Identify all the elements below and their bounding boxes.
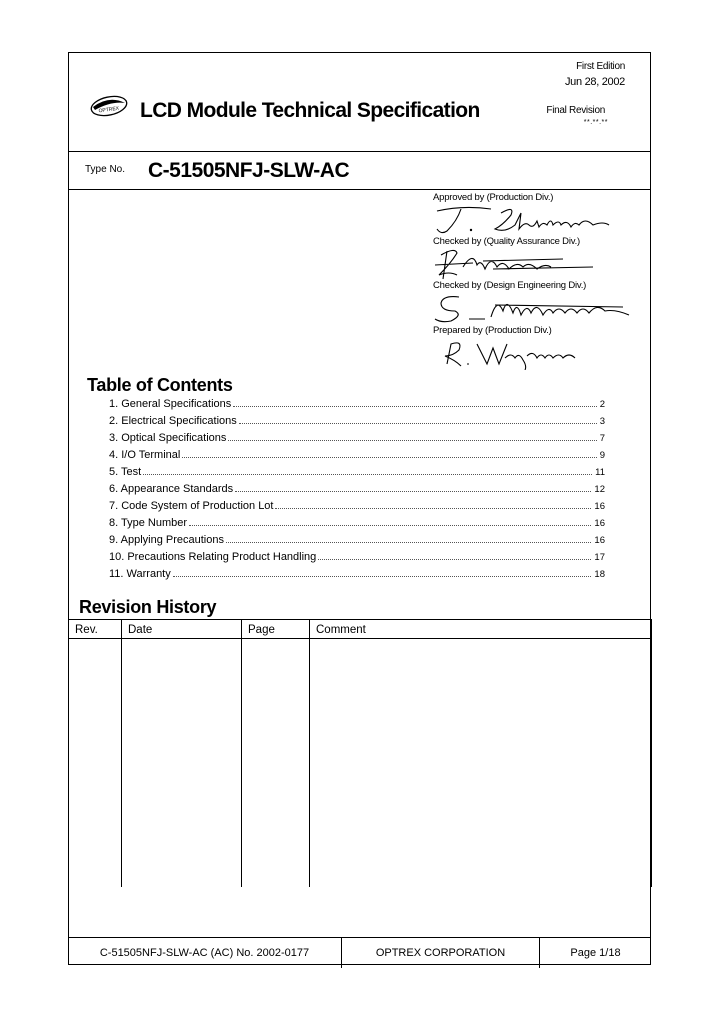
toc-title: Table of Contents <box>87 375 233 395</box>
toc-item[interactable] <box>109 415 605 432</box>
table-cell <box>122 639 242 888</box>
toc-leader-dots <box>226 542 591 543</box>
toc-item-label: 7. Code System of Production Lot <box>109 500 274 512</box>
toc-item[interactable] <box>109 483 605 500</box>
column-header-page: Page <box>242 620 310 639</box>
toc-item[interactable] <box>109 432 605 449</box>
footer-page-number: Page 1/18 <box>570 947 621 959</box>
revision-label: Final Revision <box>546 105 605 116</box>
toc-item-page: 17 <box>594 552 605 563</box>
toc-item-page: 16 <box>594 518 605 529</box>
toc-item-page: 16 <box>594 501 605 512</box>
optrex-logo <box>89 93 129 124</box>
toc-item-label: 3. Optical Specifications <box>109 432 227 444</box>
toc-item-label: 2. Electrical Specifications <box>109 415 237 427</box>
toc-leader-dots <box>228 440 596 441</box>
edition-label: First Edition <box>576 61 625 72</box>
toc-item[interactable] <box>109 449 605 466</box>
page-footer <box>68 937 651 968</box>
toc-item-page: 2 <box>599 399 605 410</box>
toc-item-page: 9 <box>599 450 605 461</box>
toc-item[interactable] <box>109 568 605 585</box>
toc-item[interactable] <box>109 551 605 568</box>
document-title: LCD Module Technical Specification <box>140 99 480 122</box>
edition-date: Jun 28, 2002 <box>564 76 625 88</box>
toc-item[interactable] <box>109 398 605 415</box>
toc-item-page: 11 <box>595 467 605 478</box>
toc-item[interactable] <box>109 466 605 483</box>
table-cell <box>242 639 310 888</box>
type-label: Type No. <box>85 164 126 175</box>
toc-item[interactable] <box>109 517 605 534</box>
toc-leader-dots <box>182 457 596 458</box>
toc-leader-dots <box>189 525 591 526</box>
approval-caption: Checked by (Quality Assurance Div.) <box>433 236 580 247</box>
column-header-comment: Comment <box>310 620 652 639</box>
toc-leader-dots <box>143 474 592 475</box>
toc-leader-dots <box>235 491 591 492</box>
approval-caption: Checked by (Design Engineering Div.) <box>433 280 587 291</box>
toc-item-page: 7 <box>599 433 605 444</box>
toc-item-label: 1. General Specifications <box>109 398 232 410</box>
footer-company: OPTREX CORPORATION <box>342 938 540 968</box>
document-page <box>68 52 651 965</box>
toc-item[interactable] <box>109 500 605 517</box>
column-header-date: Date <box>122 620 242 639</box>
toc-list <box>109 398 605 585</box>
approval-caption: Approved by (Production Div.) <box>433 192 554 203</box>
toc-item-page: 3 <box>599 416 605 427</box>
table-header-row <box>69 620 652 639</box>
revision-history-title: Revision History <box>79 597 217 617</box>
footer-doc-number: C-51505NFJ-SLW-AC (AC) No. 2002-0177 <box>68 938 342 968</box>
toc-item-page: 12 <box>594 484 605 495</box>
toc-leader-dots <box>239 423 597 424</box>
toc-leader-dots <box>233 406 596 407</box>
toc-leader-dots <box>318 559 591 560</box>
toc-item-label: 9. Applying Precautions <box>109 534 224 546</box>
toc-item-label: 8. Type Number <box>109 517 188 529</box>
type-number: C-51505NFJ-SLW-AC <box>148 159 350 182</box>
toc-item-page: 18 <box>594 569 605 580</box>
signature-image <box>433 336 593 375</box>
revision-history-table <box>68 619 652 887</box>
toc-item-label: 5. Test <box>109 466 142 478</box>
toc-item-label: 6. Appearance Standards <box>109 483 234 495</box>
toc-item[interactable] <box>109 534 605 551</box>
divider <box>69 151 650 152</box>
divider <box>69 189 650 190</box>
toc-leader-dots <box>173 576 592 577</box>
toc-item-label: 10. Precautions Relating Product Handling <box>109 551 317 563</box>
svg-text:OPTREX: OPTREX <box>98 105 120 115</box>
table-cell <box>69 639 122 888</box>
toc-leader-dots <box>275 508 591 509</box>
table-row <box>69 639 652 888</box>
approval-caption: Prepared by (Production Div.) <box>433 325 552 336</box>
toc-item-label: 11. Warranty <box>109 568 171 580</box>
revision-value: **.**.** <box>583 119 608 126</box>
column-header-rev: Rev. <box>69 620 122 639</box>
toc-item-page: 16 <box>594 535 605 546</box>
table-cell <box>310 639 652 888</box>
toc-item-label: 4. I/O Terminal <box>109 449 181 461</box>
